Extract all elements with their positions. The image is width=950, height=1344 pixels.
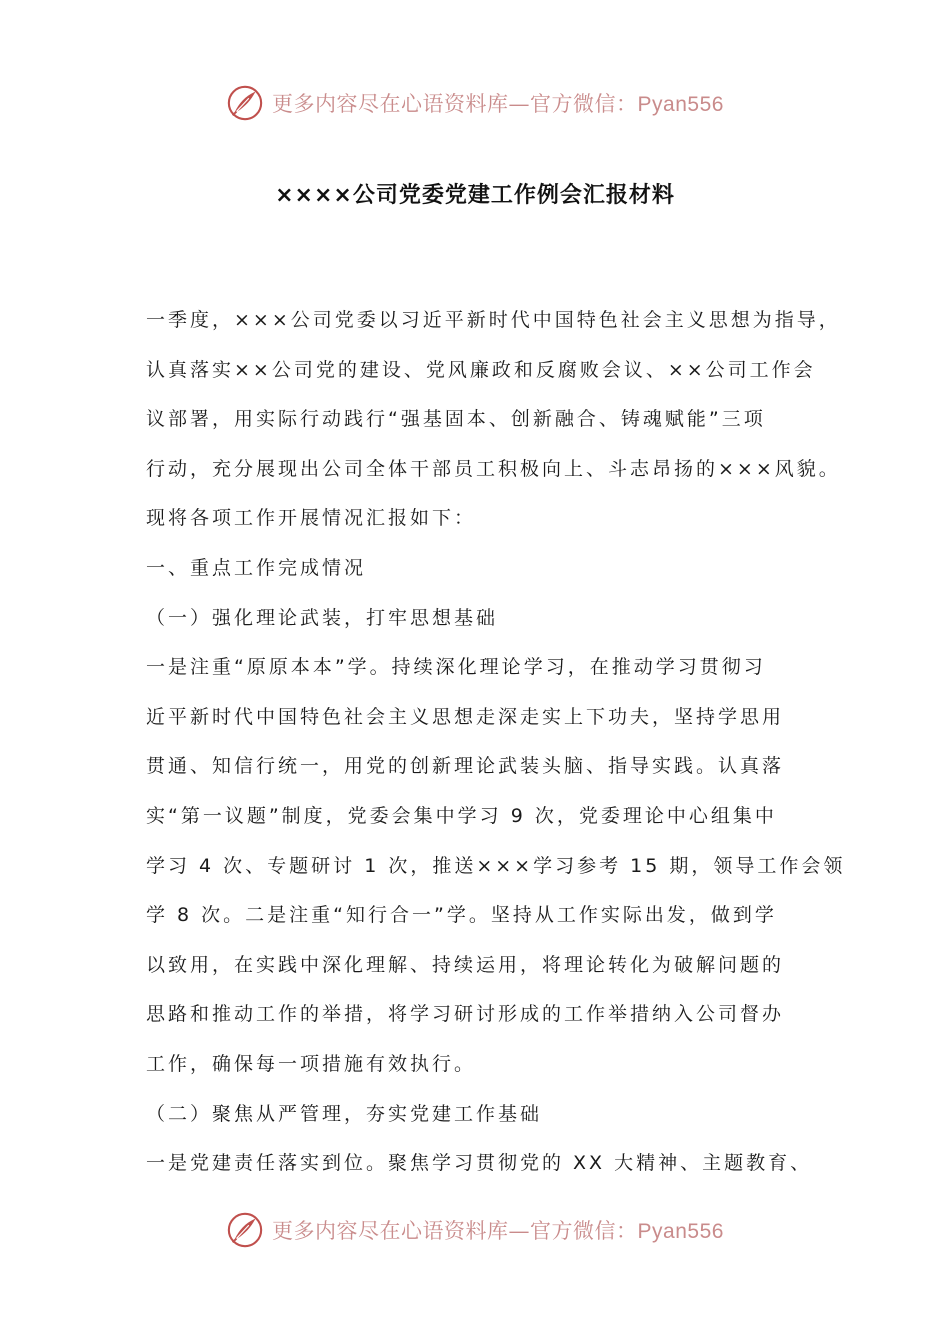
section-heading: 一、重点工作完成情况 bbox=[146, 556, 367, 579]
body-line: 现将各项工作开展情况汇报如下： bbox=[146, 507, 477, 530]
body-line: 议部署，用实际行动践行“强基固本、创新融合、铸魂赋能”三项 bbox=[146, 408, 766, 431]
watermark-code: Pyan556 bbox=[637, 93, 724, 116]
subsection-heading: （二）聚焦从严管理，夯实党建工作基础 bbox=[146, 1102, 543, 1125]
quill-logo-icon bbox=[226, 1211, 264, 1249]
body-line: 实“第一议题”制度，党委会集中学习 9 次，党委理论中心组集中 bbox=[146, 804, 777, 827]
quill-logo-icon bbox=[226, 84, 264, 122]
body-line: 工作，确保每一项措施有效执行。 bbox=[146, 1052, 477, 1075]
body-line: 思路和推动工作的举措，将学习研讨形成的工作举措纳入公司督办 bbox=[146, 1003, 785, 1026]
body-line: 近平新时代中国特色社会主义思想走深走实上下功夫，坚持学思用 bbox=[146, 705, 785, 728]
document-title: ××××公司党委党建工作例会汇报材料 bbox=[275, 183, 675, 208]
watermark-text: 更多内容尽在心语资料库—官方微信：Pyan556 bbox=[272, 1219, 724, 1243]
body-line: 一季度，×××公司党委以习近平新时代中国特色社会主义思想为指导， bbox=[146, 309, 841, 331]
body-line: 一是注重“原原本本”学。持续深化理论学习，在推动学习贯彻习 bbox=[146, 656, 766, 679]
body-line: 一是党建责任落实到位。聚焦学习贯彻党的 XX 大精神、主题教育、 bbox=[146, 1152, 813, 1175]
body-line: 学习 4 次、专题研讨 1 次，推送×××学习参考 15 期，领导工作会领 bbox=[146, 854, 846, 877]
body-line: 行动，充分展现出公司全体干部员工积极向上、斗志昂扬的×××风貌。 bbox=[146, 457, 841, 480]
document-body bbox=[146, 296, 846, 1189]
body-line: 贯通、知信行统一，用党的创新理论武装头脑、指导实践。认真落 bbox=[146, 755, 785, 778]
body-line: 以致用，在实践中深化理解、持续运用，将理论转化为破解问题的 bbox=[146, 953, 785, 976]
header-watermark bbox=[0, 80, 950, 126]
footer-watermark bbox=[0, 1207, 950, 1253]
body-line: 学 8 次。二是注重“知行合一”学。坚持从工作实际出发，做到学 bbox=[146, 904, 777, 927]
subsection-heading: （一）强化理论武装，打牢思想基础 bbox=[146, 606, 499, 629]
watermark-text: 更多内容尽在心语资料库—官方微信：Pyan556 bbox=[272, 92, 724, 116]
body-line: 认真落实××公司党的建设、党风廉政和反腐败会议、××公司工作会 bbox=[146, 358, 816, 381]
watermark-code: Pyan556 bbox=[637, 1220, 724, 1243]
